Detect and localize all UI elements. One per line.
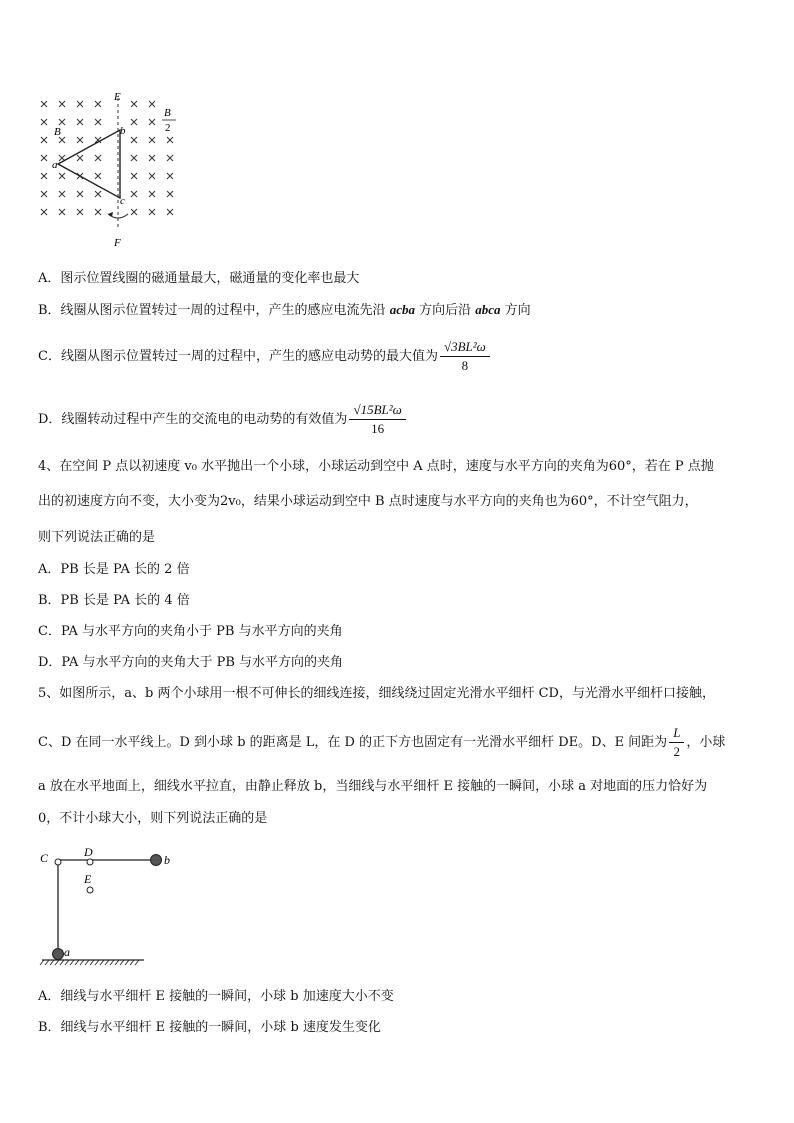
hatch-mark xyxy=(110,960,114,965)
cross-mark xyxy=(77,119,83,125)
cross-mark xyxy=(77,191,83,197)
rod-C xyxy=(55,859,61,865)
cross-mark xyxy=(167,191,173,197)
cross-mark xyxy=(131,119,137,125)
hatch-mark xyxy=(40,960,44,965)
cross-mark xyxy=(149,119,155,125)
figure-rod-string xyxy=(34,842,184,972)
cross-mark xyxy=(95,155,101,161)
cross-mark xyxy=(41,191,47,197)
q4-option-b: B．PB 长是 PA 长的 4 倍 xyxy=(38,593,190,608)
cross-mark xyxy=(41,119,47,125)
label-B-half-den: 2 xyxy=(165,122,171,134)
cross-mark xyxy=(77,137,83,143)
hatch-mark xyxy=(50,960,54,965)
cross-mark xyxy=(149,155,155,161)
q5-option-b: B．细线与水平细杆 E 接触的一瞬间，小球 b 速度发生变化 xyxy=(38,1020,381,1035)
cross-mark xyxy=(131,155,137,161)
cross-mark xyxy=(149,101,155,107)
cross-mark xyxy=(131,173,137,179)
label-a: a xyxy=(64,945,70,959)
cross-mark xyxy=(149,209,155,215)
cross-mark xyxy=(131,191,137,197)
cross-mark xyxy=(41,155,47,161)
q5-stem-line1: 5、如图所示，a、b 两个小球用一根不可伸长的细线连接，细线绕过固定光滑水平细杆 CD，与光滑水平细杆口接触， xyxy=(38,686,715,701)
ball-b xyxy=(151,855,162,866)
q3-option-c: C．线圈从图示位置转过一周的过程中，产生的感应电动势的最大值为 $\frac{\text{√3BL²ω}}{8}$ xyxy=(38,338,492,375)
cross-mark xyxy=(95,101,101,107)
q4-stem-line2: 出的初速度方向不变，大小变为2v₀，结果小球运动到空中 B 点时速度与水平方向的夹角也为60°，不计空气阻力， xyxy=(38,494,698,509)
cross-mark xyxy=(95,119,101,125)
hatch-mark xyxy=(80,960,84,965)
label-B: B xyxy=(54,126,61,138)
q5-stem-line3: a 放在水平地面上，细线水平拉直，由静止释放 b，当细线与水平细杆 E 接触的一瞬间，小球 a 对地面的压力恰好为 xyxy=(38,779,708,794)
cross-mark xyxy=(131,137,137,143)
fraction-d: $\frac{\text{√15BL²ω}}{16}$ xyxy=(349,401,405,438)
ball-a xyxy=(53,949,64,960)
hatch-mark xyxy=(75,960,79,965)
label-B-half-num: B xyxy=(164,107,171,119)
label-c: c xyxy=(120,195,125,207)
hatch-mark xyxy=(135,960,139,965)
cross-mark xyxy=(77,101,83,107)
hatch-mark xyxy=(55,960,59,965)
q5-option-a: A．细线与水平细杆 E 接触的一瞬间，小球 b 加速度大小不变 xyxy=(38,989,394,1004)
q4-option-d: D．PA 与水平方向的夹角大于 PB 与水平方向的夹角 xyxy=(38,655,344,670)
cross-mark xyxy=(41,173,47,179)
cross-mark xyxy=(149,191,155,197)
hatch-mark xyxy=(120,960,124,965)
cross-mark xyxy=(131,209,137,215)
cross-mark xyxy=(77,209,83,215)
cross-mark xyxy=(95,209,101,215)
cross-mark xyxy=(59,191,65,197)
rod-E xyxy=(87,887,93,893)
hatch-mark xyxy=(45,960,49,965)
hatch-mark xyxy=(60,960,64,965)
cross-mark xyxy=(167,137,173,143)
q4-option-a: A．PB 长是 PA 长的 2 倍 xyxy=(38,562,190,577)
q4-option-c: C．PA 与水平方向的夹角小于 PB 与水平方向的夹角 xyxy=(38,624,343,639)
hatch-mark xyxy=(70,960,74,965)
cross-mark xyxy=(149,173,155,179)
cross-mark xyxy=(59,209,65,215)
hatch-mark xyxy=(105,960,109,965)
label-E: E xyxy=(114,91,121,103)
cross-mark xyxy=(167,209,173,215)
cross-mark xyxy=(41,101,47,107)
hatch-mark xyxy=(125,960,129,965)
rod-D xyxy=(87,859,93,865)
fraction-c: $\frac{\text{√3BL²ω}}{8}$ xyxy=(440,338,490,375)
triangle-coil xyxy=(58,130,120,198)
label-a: a xyxy=(52,159,58,171)
label-b: b xyxy=(120,125,126,137)
cross-mark xyxy=(41,137,47,143)
q3-option-d: D．线圈转动过程中产生的交流电的电动势的有效值为 $\frac{\text{√15BL²ω}}{16}$ xyxy=(38,401,408,438)
cross-mark xyxy=(149,137,155,143)
hatch-mark xyxy=(65,960,69,965)
q3-option-a: A．图示位置线圈的磁通量最大，磁通量的变化率也最大 xyxy=(38,271,360,286)
cross-mark xyxy=(167,173,173,179)
label-E: E xyxy=(84,872,92,886)
label-D: D xyxy=(84,845,93,859)
label-b: b xyxy=(164,853,170,867)
cross-mark xyxy=(167,155,173,161)
figure-coil-magnetic-field xyxy=(34,90,194,252)
magnetic-field-crosses xyxy=(41,101,173,215)
cross-mark xyxy=(41,209,47,215)
hatch-mark xyxy=(115,960,119,965)
cross-mark xyxy=(95,191,101,197)
q4-stem-line3: 则下列说法正确的是 xyxy=(38,530,156,545)
hatch-mark xyxy=(90,960,94,965)
cross-mark xyxy=(59,101,65,107)
ground-hatch xyxy=(40,960,139,965)
cross-mark xyxy=(77,155,83,161)
label-C: C xyxy=(40,851,49,865)
q3-option-b: B．线圈从图示位置转过一周的过程中，产生的感应电流先沿 acba 方向后沿 abca 方向 xyxy=(38,302,531,318)
hatch-mark xyxy=(100,960,104,965)
fraction-L-half: $\frac{L}{2}$ xyxy=(669,724,684,761)
q5-stem-line4: 0，不计小球大小，则下列说法正确的是 xyxy=(38,811,268,826)
hatch-mark xyxy=(85,960,89,965)
cross-mark xyxy=(59,119,65,125)
cross-mark xyxy=(59,173,65,179)
label-F: F xyxy=(114,237,121,249)
q4-stem-line1: 4、在空间 P 点以初速度 v₀ 水平抛出一个小球，小球运动到空中 A 点时，速度与水平方向的夹角为60°，若在 P 点抛 xyxy=(38,459,714,474)
q5-stem-line2: C、D 在同一水平线上。D 到小球 b 的距离是 L，在 D 的正下方也固定有一光滑水平细杆 DE。D、E 间距为 $\frac{L}{2}$ ，小球 xyxy=(38,725,726,759)
cross-mark xyxy=(95,173,101,179)
hatch-mark xyxy=(95,960,99,965)
cross-mark xyxy=(131,101,137,107)
hatch-mark xyxy=(130,960,134,965)
